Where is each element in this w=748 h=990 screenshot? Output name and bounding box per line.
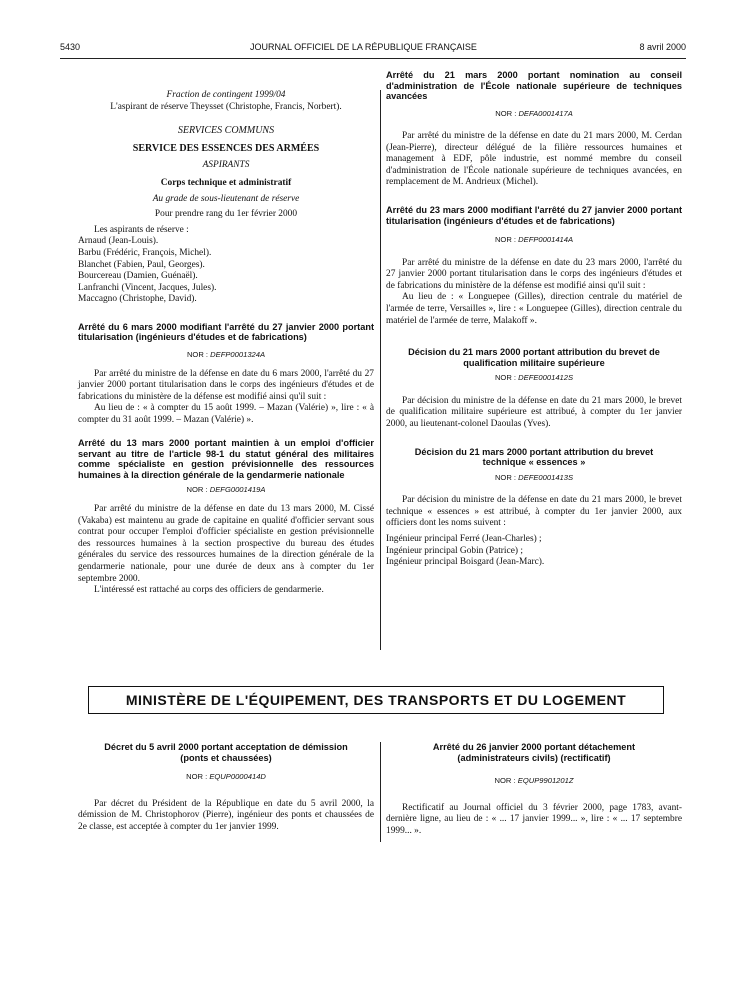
section-services-communs: SERVICES COMMUNS [177, 125, 275, 137]
aspirants-intro: Les aspirants de réserve : [94, 224, 189, 235]
rang-line: Pour prendre rang du 1er février 2000 [154, 209, 298, 220]
bottom-right-column [386, 742, 682, 837]
fraction-line: Fraction de contingent 1999/04 [166, 90, 286, 100]
officer-list-item: Ingénieur principal Gobin (Patrice) ; [386, 545, 523, 556]
decree-body: Par arrêté du ministre de la défense en date du 13 mars 2000, M. Cissé (Vakaba) est maintenu au grade de capitaine en qualité d'officier servant sous contrat pour occuper l'emploi d'officier spécialiste en gestion prévisionnelle des ressources humaines à la section prospective du bureau des études générales du service des ressources humaines de la direction générale de la gendarmerie nationale, pour une durée de deux ans à compter du 1er septembre 2000. [78, 504, 374, 584]
name-list-item: Maccagno (Christophe, David). [78, 294, 197, 305]
decree-title-bl: Décret du 5 avril 2000 portant acceptation de démission (ponts et chaussées) [104, 742, 348, 763]
grade-heading: Au grade de sous-lieutenant de réserve [152, 193, 300, 204]
decree-body: Rectificatif au Journal officiel du 3 février 2000, page 1783, avant-dernière ligne, au lieu de : « ... 17 janvier 1999... », lire : « ... 17 septembre 1999... ». [386, 802, 682, 836]
name-list-item: Arnaud (Jean-Louis). [78, 236, 159, 247]
name-list-item: Lanfranchi (Vincent, Jacques, Jules). [78, 282, 217, 293]
nor-reference: NOR : DEFG0001419A [186, 485, 266, 495]
decree-title-r2: Arrêté du 23 mars 2000 modifiant l'arrêté du 27 janvier 2000 portant titularisation (ingénieurs d'études et de fabrications) [386, 205, 682, 226]
nor-reference: NOR : EQUP0000414D [186, 772, 266, 781]
left-column [78, 90, 374, 597]
nor-reference: NOR : EQUP9901201Z [494, 776, 574, 785]
decree-title-r4: Décision du 21 mars 2000 portant attribution du brevet technique « essences » [414, 446, 654, 468]
decree-body: Par décret du Président de la République en date du 5 avril 2000, la démission de M. Christophorov (Pierre), ingénieur des ponts et chaussées de 2e classe, est acceptée à compter du 1er janvier 1999. [78, 798, 374, 832]
nor-reference: NOR : DEFE0001413S [494, 472, 574, 482]
decree-body: Par décision du ministre de la défense en date du 21 mars 2000, le brevet de qualification militaire supérieure est attribué, à compter du 1er janvier 2000, au lieutenant-colonel Daoulas (Yves). [386, 395, 682, 429]
decree-title-a1: Arrêté du 6 mars 2000 modifiant l'arrêté du 27 janvier 2000 portant titularisation (ingénieurs d'études et de fabrications) [78, 321, 374, 343]
column-divider-bottom [380, 742, 381, 842]
column-divider [380, 90, 381, 650]
bottom-left-column [78, 742, 374, 833]
officer-list-item: Ingénieur principal Ferré (Jean-Charles) ; [386, 533, 542, 544]
issue-date: 8 avril 2000 [639, 42, 686, 52]
decree-body: Au lieu de : « à compter du 15 août 1999. – Mazan (Valérie) », lire : « à compter du 31 août 1999. – Mazan (Valérie) ». [78, 403, 374, 425]
nor-reference: NOR : DEFP0001414A [494, 235, 574, 245]
nor-reference: NOR : DEFA0001417A [495, 108, 573, 118]
page-header [60, 38, 686, 59]
decree-body: Par arrêté du ministre de la défense en date du 6 mars 2000, l'arrêté du 27 janvier 2000 portant titularisation dans le corps des ingénieurs d'études et de fabrications du ministère de la défense est modifié ainsi qu'il suit : [78, 368, 374, 402]
decree-body: Au lieu de : « Longuepee (Gilles), direction centrale du matériel de l'armée de terre, Versailles », lire : « Longuepee (Gilles), direction centrale du matériel de l'armée de terre, Malakoff ». [386, 292, 682, 326]
name-list-item: Blanchet (Fabien, Paul, Georges). [78, 259, 205, 270]
decree-body: L'intéressé est rattaché au corps des officiers de gendarmerie. [94, 585, 324, 596]
corps-heading: Corps technique et administratif [160, 177, 292, 188]
section-service-essences: SERVICE DES ESSENCES DES ARMÉES [132, 142, 320, 154]
aspirant-theysset: L'aspirant de réserve Theysset (Christophe, Francis, Norbert). [110, 101, 342, 112]
right-column [386, 70, 682, 569]
journal-title: JOURNAL OFFICIEL DE LA RÉPUBLIQUE FRANÇAISE [250, 42, 477, 52]
officer-list-item: Ingénieur principal Boisgard (Jean-Marc). [386, 557, 545, 568]
decree-title-r1: Arrêté du 21 mars 2000 portant nomination au conseil d'administration de l'École nationale supérieure de techniques avancées [386, 70, 682, 101]
nor-reference: NOR : DEFP0001324A [186, 349, 266, 359]
name-list-item: Barbu (Frédéric, François, Michel). [78, 247, 212, 258]
nor-reference: NOR : DEFE0001412S [494, 373, 574, 383]
decree-title-r3: Décision du 21 mars 2000 portant attribution du brevet de qualification militaire supérieure [408, 347, 660, 368]
decree-title-br: Arrêté du 26 janvier 2000 portant détachement (administrateurs civils) (rectificatif) [432, 742, 636, 763]
name-list-item: Bourcereau (Damien, Guénaël). [78, 271, 198, 282]
decree-body: Par arrêté du ministre de la défense en date du 23 mars 2000, l'arrêté du 27 janvier 2000 portant titularisation dans le corps des ingénieurs d'études et de fabrications du ministère de la défense est modifié ainsi qu'il suit : [386, 257, 682, 291]
decree-body: Par arrêté du ministre de la défense en date du 21 mars 2000, M. Cerdan (Jean-Pierre), directeur délégué de la filière ressources humaines et management à EDF, pôle industrie, est nommé membre du conseil d'administration de l'École nationale supérieure de techniques avancées, en remplacement de M. Andrieux (Michel). [386, 131, 682, 188]
decree-title-a2: Arrêté du 13 mars 2000 portant maintien à un emploi d'officier servant au titre de l'article 98-1 du statut général des militaires comme spécialiste en gestion prévisionnelle des ressources humaines à la direction générale de la gendarmerie nationale [78, 438, 374, 480]
ministry-banner: MINISTÈRE DE L'ÉQUIPEMENT, DES TRANSPORTS ET DU LOGEMENT [88, 686, 664, 714]
page-number: 5430 [60, 42, 81, 52]
decree-body: Par décision du ministre de la défense en date du 21 mars 2000, le brevet technique « essences » est attribué, à compter du 1er janvier 2000, aux officiers dont les noms suivent : [386, 495, 682, 529]
subsection-aspirants: ASPIRANTS [202, 160, 250, 171]
